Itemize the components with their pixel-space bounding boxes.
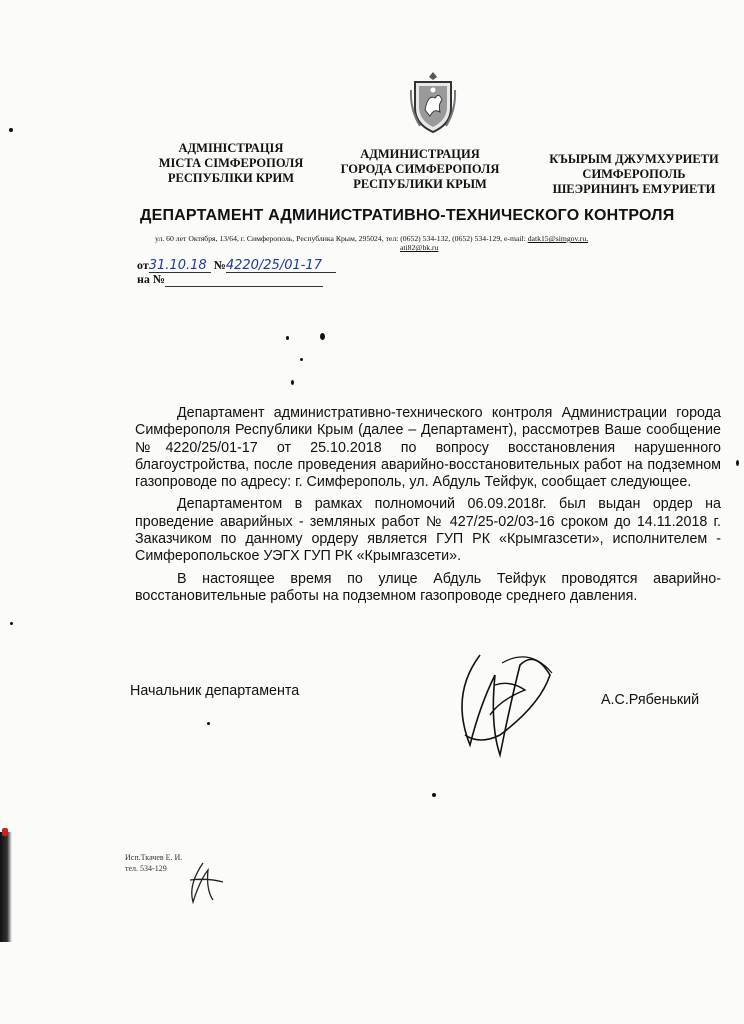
from-label: от <box>137 258 149 272</box>
scan-speck <box>207 722 210 725</box>
executor-phone: тел. 534-129 <box>125 864 167 873</box>
signatory-name: А.С.Рябенький <box>601 692 700 708</box>
header-ukrainian <box>148 141 314 186</box>
paragraph-2: Департаментом в рамках полномочий 06.09.2018г. был выдан ордер на проведение аварийных - земляных работ № 427/25-02/03-16 сроком до 14.11.2018 г. Заказчиком по данному ордеру является ГУП РК «Крымгазсети», исполнителем - Симферопольское УЭГХ ГУП РК «Крымгазсети». <box>135 496 721 565</box>
scan-speck <box>10 622 13 625</box>
department-title: ДЕПАРТАМЕНТ АДМИНИСТРАТИВНО-ТЕХНИЧЕСКОГО КОНТРОЛЯ <box>140 207 675 224</box>
executor-name: Исп.Ткачев Е. И. <box>125 853 183 862</box>
letter-body <box>135 405 721 610</box>
scan-speck <box>736 460 739 466</box>
address-line: ул. 60 лет Октября, 13/64, г. Симферополь, Республика Крым, 295024, тел: (0652) 534-132, (0652) 534-129, e-mail: <box>155 234 526 243</box>
scan-speck <box>320 333 325 340</box>
scan-speck <box>9 128 13 132</box>
header-left-line-1: АДМІНІСТРАЦІЯ <box>178 141 284 155</box>
header-crimean-tatar <box>534 152 734 197</box>
incoming-reference <box>137 272 323 287</box>
handwritten-signature-icon <box>440 645 560 765</box>
number-label: № <box>213 258 226 272</box>
header-right-line-3: ШЕЭРИНИНЪ ЕМУРИЕТИ <box>552 182 716 196</box>
scan-speck <box>286 336 289 340</box>
coat-of-arms-icon <box>408 70 458 134</box>
header-center-line-3: РЕСПУБЛИКИ КРЫМ <box>353 177 487 191</box>
scan-edge-mark <box>2 828 8 836</box>
handwritten-number: 4220/25/01-17 <box>225 258 322 273</box>
header-left-line-2: МІСТА СІМФЕРОПОЛЯ <box>158 156 304 170</box>
scan-edge-shadow <box>0 832 12 942</box>
header-right-line-1: КЪЫРЫМ ДЖУМХУРИЕТИ <box>549 152 719 166</box>
scan-speck <box>300 358 303 361</box>
header-center-line-2: ГОРОДА СИМФЕРОПОЛЯ <box>340 162 500 176</box>
paragraph-1: Департамент административно-технического контроля Администрации города Симферополя Республики Крым (далее – Департамент), рассмотрев Ваше сообщение №4220/25/01-17 от 25.10.2018 по вопросу восстановления нарушенного благоустройства, после проведения аварийно-восстановительных работ на подземном газопроводе по адресу: г. Симферополь, ул. Абдуль Тейфук, сообщает следующее. <box>135 405 721 491</box>
header-center-line-1: АДМИНИСТРАЦИЯ <box>360 147 480 161</box>
email-link-1[interactable]: datk15@simgov.ru, <box>527 234 589 243</box>
scan-speck <box>291 380 294 385</box>
small-signature-icon <box>178 860 228 905</box>
scan-speck <box>432 793 436 797</box>
header-russian <box>330 147 510 192</box>
handwritten-date: 31.10.18 <box>148 258 207 273</box>
paragraph-3: В настоящее время по улице Абдуль Тейфук проводятся аварийно-восстановительные работы на подземном газопроводе среднего давления. <box>135 570 721 604</box>
executor-info <box>125 852 182 874</box>
header-right-line-2: СИМФЕРОПОЛЬ <box>582 167 686 181</box>
outgoing-registration <box>137 258 336 273</box>
header-left-line-3: РЕСПУБЛІКИ КРИМ <box>167 171 295 185</box>
reference-label: на № <box>137 272 165 286</box>
signatory-title: Начальник департамента <box>130 683 300 699</box>
email-link-2[interactable]: ati82@bk.ru <box>400 243 439 252</box>
